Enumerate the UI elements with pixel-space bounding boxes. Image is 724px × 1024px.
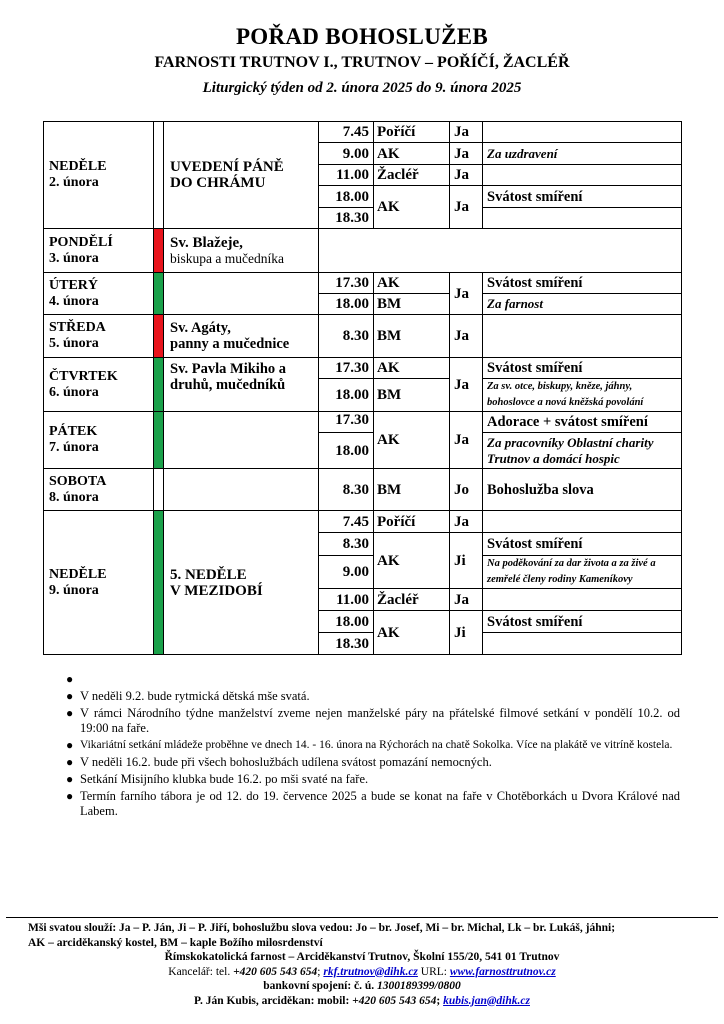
day-cell: ČTVRTEK 6. února: [44, 358, 154, 412]
mass-note: Za sv. otce, biskupy, kněze, jáhny, bohoslovce a nová kněžská povolání: [483, 379, 682, 412]
mass-time: 17.30: [319, 412, 374, 433]
mass-time: 17.30: [319, 273, 374, 294]
mass-priest: Ja: [450, 589, 483, 611]
table-row: [44, 273, 682, 294]
mass-time: 7.45: [319, 122, 374, 143]
mass-note: [483, 165, 682, 186]
table-row: [44, 358, 682, 379]
mass-time: 18.30: [319, 633, 374, 655]
mass-note: [483, 589, 682, 611]
liturgical-color-bar: [154, 412, 164, 469]
feast-cell: [164, 469, 319, 511]
mass-note: [483, 122, 682, 143]
table-row: [44, 122, 682, 143]
mass-place: Žacléř: [374, 165, 450, 186]
liturgical-color-bar: [154, 358, 164, 412]
footer-legend-2: AK – arciděkanský kostel, BM – kaple Božího milosrdenství: [28, 936, 323, 949]
list-item: ● V rámci Národního týdne manželství zveme nejen manželské páry na přátelské filmové setkání v pondělí 10.2. od 19:00 na faře.: [66, 706, 680, 735]
mass-place: Poříčí: [374, 511, 450, 533]
list-item: ●: [66, 672, 74, 686]
mass-place: AK: [374, 186, 450, 229]
list-item: ● Termín farního tábora je od 12. do 19. července 2025 a bude se konat na faře v Chotěborkách u Dvora Králové nad Labem.: [66, 789, 680, 818]
feast-cell: 5. NEDĚLE V MEZIDOBÍ: [164, 511, 319, 655]
mass-priest: Ja: [450, 511, 483, 533]
mass-note: Za farnost: [483, 294, 682, 315]
mass-time: 9.00: [319, 556, 374, 589]
footer-legend-1: Mši svatou slouží: Ja – P. Ján, Ji – P. Jiří, bohoslužbu slova vedou: Jo – br. Josef, Mi – br. Michal, Lk – br. Lukáš, jáhni;: [28, 922, 616, 934]
list-item: ● Setkání Misijního klubka bude 16.2. po mši svaté na faře.: [66, 772, 369, 786]
mass-priest: Ja: [450, 186, 483, 229]
day-cell: ÚTERÝ 4. února: [44, 273, 154, 315]
table-row: [44, 315, 682, 358]
mass-note: Svátost smíření: [483, 358, 682, 379]
mass-priest: Ja: [450, 273, 483, 315]
mass-time: 18.00: [319, 433, 374, 469]
feast-cell: UVEDENÍ PÁNĚ DO CHRÁMU: [164, 122, 319, 229]
mass-place: BM: [374, 294, 450, 315]
liturgical-color-bar: [154, 229, 164, 273]
mass-priest: Ja: [450, 358, 483, 412]
feast-cell: Sv. Pavla Mikiho a druhů, mučedníků: [164, 358, 319, 412]
feast-cell: [164, 412, 319, 469]
footer-contact: Kancelář: tel. +420 605 543 654; rkf.trutnov@dihk.cz URL: www.farnosttrutnov.cz: [168, 965, 556, 978]
table-row: [44, 412, 682, 433]
mass-priest: Jo: [450, 469, 483, 511]
mass-priest: Ja: [450, 165, 483, 186]
table-row: [44, 229, 682, 273]
mass-place: AK: [374, 143, 450, 165]
schedule-table: [43, 121, 682, 655]
liturgical-color-bar: [154, 511, 164, 655]
empty-cell: [319, 229, 682, 273]
footer-divider: [6, 917, 718, 918]
mass-time: 18.00: [319, 379, 374, 412]
mass-place: Žacléř: [374, 589, 450, 611]
mass-note: [483, 633, 682, 655]
list-item: ● V neděli 9.2. bude rytmická dětská mše svatá.: [66, 689, 310, 703]
mass-note: Svátost smíření: [483, 273, 682, 294]
mass-place: BM: [374, 379, 450, 412]
day-cell: NEDĚLE 9. února: [44, 511, 154, 655]
mass-place: AK: [374, 533, 450, 589]
footer: [0, 921, 724, 1008]
mass-priest: Ja: [450, 122, 483, 143]
mass-priest: Ja: [450, 315, 483, 358]
footer-address: Římskokatolická farnost – Arciděkanství Trutnov, Školní 155/20, 541 01 Trutnov: [164, 951, 560, 963]
parish-subtitle: FARNOSTI TRUTNOV I., TRUTNOV – POŘÍČÍ, ŽACLÉŘ: [154, 54, 570, 71]
mass-note: Svátost smíření: [483, 186, 682, 208]
mass-place: BM: [374, 315, 450, 358]
priest-email-link[interactable]: kubis.jan@dihk.cz: [443, 994, 530, 1007]
page-title: POŘAD BOHOSLUŽEB: [235, 24, 489, 49]
liturgical-week: Liturgický týden od 2. února 2025 do 9. února 2025: [202, 80, 522, 96]
mass-time: 18.00: [319, 611, 374, 633]
mass-note: Svátost smíření: [483, 611, 682, 633]
mass-note: [483, 208, 682, 229]
mass-time: 11.00: [319, 165, 374, 186]
mass-note: Za uzdravení: [483, 143, 682, 165]
mass-place: AK: [374, 273, 450, 294]
mass-place: AK: [374, 412, 450, 469]
mass-time: 8.30: [319, 469, 374, 511]
feast-cell: Sv. Blažeje, biskupa a mučedníka: [164, 229, 319, 273]
mass-priest: Ja: [450, 143, 483, 165]
table-row: [44, 469, 682, 511]
mass-place: AK: [374, 358, 450, 379]
mass-time: 9.00: [319, 143, 374, 165]
mass-time: 18.30: [319, 208, 374, 229]
mass-priest: Ja: [450, 412, 483, 469]
mass-time: 11.00: [319, 589, 374, 611]
mass-note: Za pracovníky Oblastní charity Trutnov a domácí hospic: [483, 433, 682, 469]
day-cell: SOBOTA 8. února: [44, 469, 154, 511]
mass-note: Adorace + svátost smíření: [483, 412, 682, 433]
list-item: ● V neděli 16.2. bude při všech bohoslužbách udílena svátost pomazání nemocných.: [66, 755, 492, 769]
mass-note: Svátost smíření: [483, 533, 682, 556]
website-link[interactable]: www.farnosttrutnov.cz: [449, 965, 556, 978]
mass-note: Na poděkování za dar života a za živé a zemřelé členy rodiny Kameníkovy: [483, 556, 682, 589]
day-cell: STŘEDA 5. února: [44, 315, 154, 358]
mass-place: Poříčí: [374, 122, 450, 143]
mass-note: Bohoslužba slova: [483, 469, 682, 511]
footer-bank: bankovní spojení: č. ú. 1300189399/0800: [263, 980, 461, 992]
mass-time: 17.30: [319, 358, 374, 379]
announcements-list: [66, 672, 680, 821]
office-email-link[interactable]: rkf.trutnov@dihk.cz: [323, 965, 418, 978]
mass-priest: Ji: [450, 611, 483, 655]
mass-place: AK: [374, 611, 450, 655]
feast-cell: Sv. Agáty, panny a mučednice: [164, 315, 319, 358]
mass-time: 8.30: [319, 533, 374, 556]
list-item: ● Vikariátní setkání mládeže proběhne ve dnech 14. - 16. února na Rýchorách na chatě Sokolka. Více na plakátě ve vitríně kostela.: [66, 738, 673, 752]
mass-time: 18.00: [319, 186, 374, 208]
day-cell: PÁTEK 7. února: [44, 412, 154, 469]
mass-place: BM: [374, 469, 450, 511]
liturgical-color-bar: [154, 122, 164, 229]
liturgical-color-bar: [154, 469, 164, 511]
table-row: [44, 511, 682, 533]
day-cell: PONDĚLÍ 3. února: [44, 229, 154, 273]
mass-note: [483, 511, 682, 533]
mass-note: [483, 315, 682, 358]
liturgical-color-bar: [154, 273, 164, 315]
day-cell: NEDĚLE 2. února: [44, 122, 154, 229]
liturgical-color-bar: [154, 315, 164, 358]
mass-priest: Ji: [450, 533, 483, 589]
mass-time: 18.00: [319, 294, 374, 315]
mass-time: 7.45: [319, 511, 374, 533]
feast-cell: [164, 273, 319, 315]
footer-priest: P. Ján Kubis, arciděkan: mobil: +420 605 543 654; kubis.jan@dihk.cz: [194, 994, 530, 1007]
mass-time: 8.30: [319, 315, 374, 358]
